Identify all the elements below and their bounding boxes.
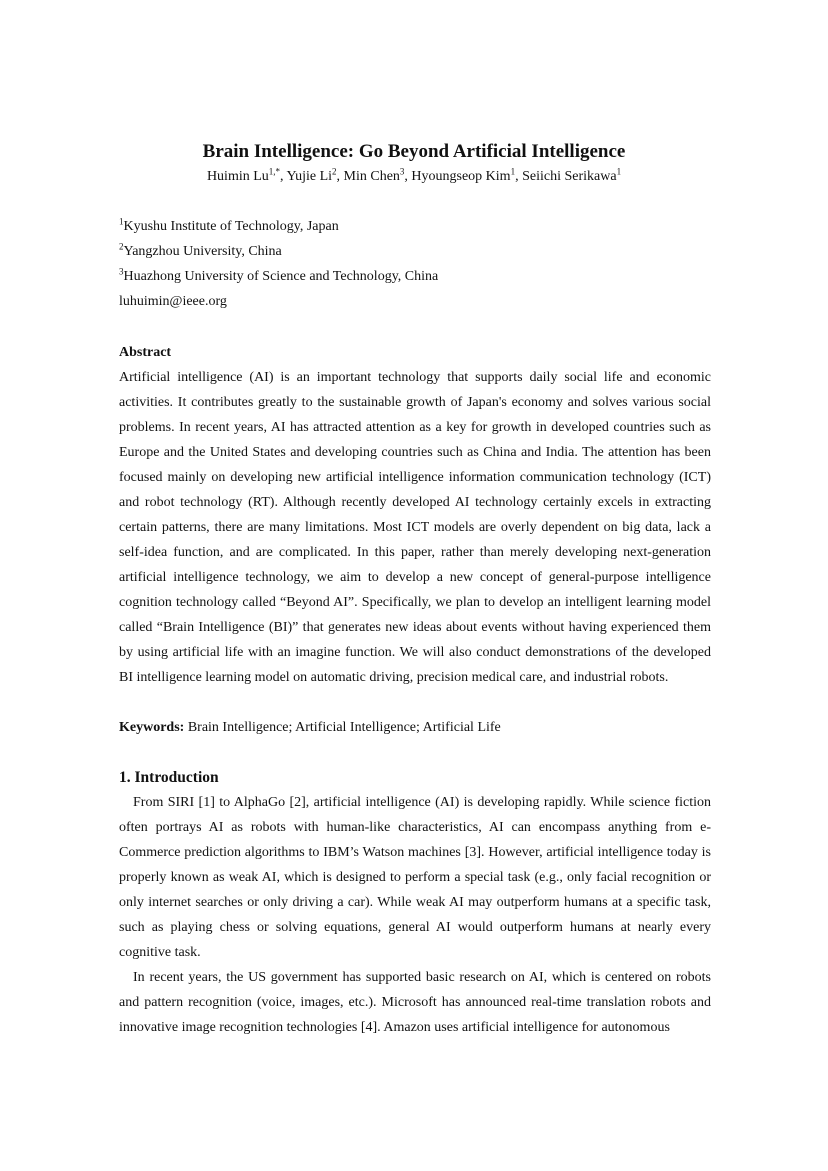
paper-title: Brain Intelligence: Go Beyond Artificial Intelligence: [202, 141, 626, 162]
contact-email[interactable]: luhuimin@ieee.org: [119, 294, 227, 309]
introduction-body: [119, 790, 711, 1040]
author: Seiichi Serikawa$^1$: [522, 166, 622, 184]
author-line: [0, 166, 828, 188]
author: Huimin $Lu^{1,*}$,: [206, 166, 287, 184]
introduction-paragraph: From SIRI [1] to AlphaGo [2], artificial intelligence (AI) is developing rapidly. While science fiction often portrays AI as robots with human-like characteristics, AI can encompass anything from e-Commerce prediction algorithms to IBM’s Watson machines [3]. However, artificial intelligence today is properly known as weak AI, which is designed to perform a special task (e.g., only facial recognition or only internet searches or only driving a car). While weak AI may outperform humans at a specific task, such as playing chess or solving equations, general AI would outperform humans at nearly every cognitive task.: [119, 795, 711, 960]
affiliation-list: [119, 214, 711, 314]
section-heading-introduction: 1. Introduction: [119, 769, 219, 786]
affiliation: $^1$Kyushu Institute of Technology, Japan: [119, 216, 339, 234]
affiliation: $^3$Huazhong University of Science and Technology, China: [119, 266, 439, 284]
introduction-paragraph: In recent years, the US government has supported basic research on AI, which is centered on robots and pattern recognition (voice, images, etc.). Microsoft has announced real-time translation robots and innovative image recognition technologies [4]. Amazon uses artificial intelligence for autonomous: [119, 970, 711, 1035]
author: Yujie Li$^2$,: [286, 166, 344, 184]
abstract-text: Artificial intelligence (AI) is an important technology that supports daily social life and economic activities. It contributes greatly to the sustainable growth of Japan's economy and solves various social problems. In recent years, AI has attracted attention as a key for growth in developed countries such as Europe and the United States and developing countries such as China and India. The attention has been focused mainly on developing new artificial intelligence information communication technology (ICT) and robot technology (RT). Although recently developed AI technology certainly excels in extracting certain patterns, there are many limitations. Most ICT models are overly dependent on big data, lack a self-idea function, and are complicated. In this paper, rather than merely developing next-generation artificial intelligence technology, we aim to develop a new concept of general-purpose intelligence cognition technology called “Beyond AI”. Specifically, we plan to develop an intelligent learning model called “Brain Intelligence (BI)” that generates new ideas about events without having experienced them by using artificial life with an imagine function. We will also conduct demonstrations of the developed BI intelligence learning model on automatic driving, precision medical care, and industrial robots.: [119, 370, 711, 685]
author: Min Chen$^3$,: [343, 166, 412, 184]
affiliation: $^2$Yangzhou University, China: [119, 241, 282, 259]
keywords-label: Keywords:: [119, 720, 185, 735]
abstract-heading: Abstract: [119, 345, 172, 360]
keywords-line: [119, 715, 711, 740]
keywords-text: Brain Intelligence; Artificial Intelligence; Artificial Life: [184, 720, 501, 735]
author: Hyoungseop Kim$^1$,: [411, 166, 523, 184]
